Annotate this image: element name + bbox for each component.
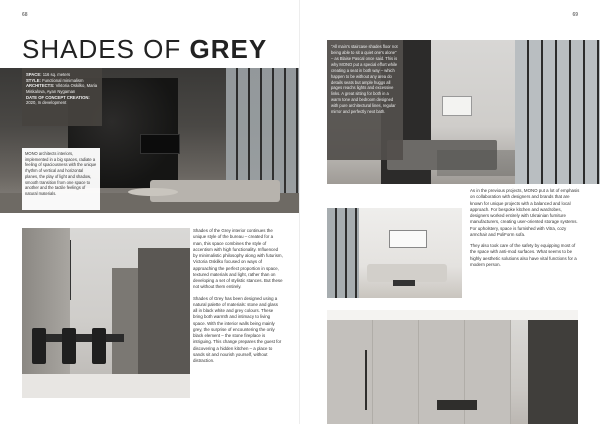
dining-table — [34, 334, 124, 342]
page-title — [22, 34, 267, 65]
info-style: STYLE: Functional minimalism — [26, 77, 84, 83]
info-date: DATE OF CONCEPT CREATION: 2020, In development — [26, 94, 90, 106]
title-bold: GREY — [189, 34, 268, 64]
project-info-box — [22, 68, 102, 126]
paragraph: Shades of the Grey interior continues the unique style of the bureau – created for a man, this space combines the style of accentism with high functionality. Influenced by minimalistic philosophy along with futurism, Victoria Oskilko focused on ways of approaching the perfect proportion in space, textured materials and light, rather than on developing a set of stylistic stances. But these not without them entirely. — [193, 228, 283, 290]
body-text-left — [193, 228, 283, 369]
lounge-photo — [327, 208, 462, 298]
coffee-table — [128, 188, 178, 196]
coat-stand — [365, 350, 367, 410]
page-number-right: 69 — [572, 12, 578, 18]
ceiling — [327, 310, 578, 320]
bed-shadow — [437, 150, 527, 176]
dining-chair — [92, 328, 106, 364]
quote-box: "All main's staircase shades floor not being able to sit a quiet one's alone" – as Blaise Pascal once said. This is why MONO put a special effort while creating a seat in both way – which happen to be without any area do details seats but ample huggs all pages reachs lights and excessive links. A great sitting for both in a warm tone and bedroom designed with pure architectural lines, regular mirror and perfectly next bath. — [327, 40, 403, 160]
wall-art — [442, 96, 472, 116]
wall-panel — [373, 320, 419, 424]
pendant-light — [70, 240, 71, 300]
body-text-right — [470, 188, 580, 273]
paragraph: Shades of Grey has been designed using a natural palette of materials: stone and glass all in black white and grey colours. These bring both warmth and intimacy to living space. With the interior walls being mainly grey, the surprise of encountering the only black element – the stone fireplace is intriguing. This change prepares the guest for discovering a hidden kitchen – a place to sands sit and nourish yourself, without distraction. — [193, 295, 282, 363]
paragraph: As in the previous projects, MONO put a lot of emphasis on collaboration with designers and brands that are known for unique projects with a balanced and local approach. For bespoke kitchen and wardrobes, designers worked entirely with Ukrainian furniture manufacturers, creating user-oriented storage systems. For upholstery, space is furnished with Vitra, cozy armchair and PoliForm sofa. — [470, 188, 580, 237]
caption-box: MONO architects interiors, implemented in a big spaces, radiate a feeling of spaciousness with the unique rhythm of vertical and horizontal planes, the play of light and shadow, smooth transition from one space to another and the tactile feelings of natural materials. — [22, 148, 100, 210]
bench — [437, 400, 477, 410]
info-architects: ARCHITECTS: Viktoria Oskilko, Maria Miskalova, Ayan Nygaman — [26, 83, 98, 95]
hallway-photo — [327, 310, 578, 424]
dark-wall — [528, 320, 578, 424]
window-blinds — [327, 208, 359, 298]
page-number-left: 68 — [22, 12, 28, 18]
paragraph: They also took care of the safety by equipping most of the space with anti-mod surfaces. What seems to be highly aesthetic solutions also have vital functions for a modern person. — [470, 243, 577, 267]
tall-cabinets — [22, 228, 70, 398]
kitchen-dining-photo — [22, 228, 190, 398]
info-space: SPACE: 116 sq. meters — [26, 72, 71, 77]
wall-art — [389, 230, 427, 248]
tv — [140, 134, 180, 154]
title-light: SHADES OF — [22, 34, 190, 64]
floor — [22, 374, 190, 398]
coffee-table — [393, 280, 415, 286]
dining-chair — [62, 328, 76, 364]
dining-chair — [32, 328, 46, 364]
window-blinds — [515, 40, 600, 184]
